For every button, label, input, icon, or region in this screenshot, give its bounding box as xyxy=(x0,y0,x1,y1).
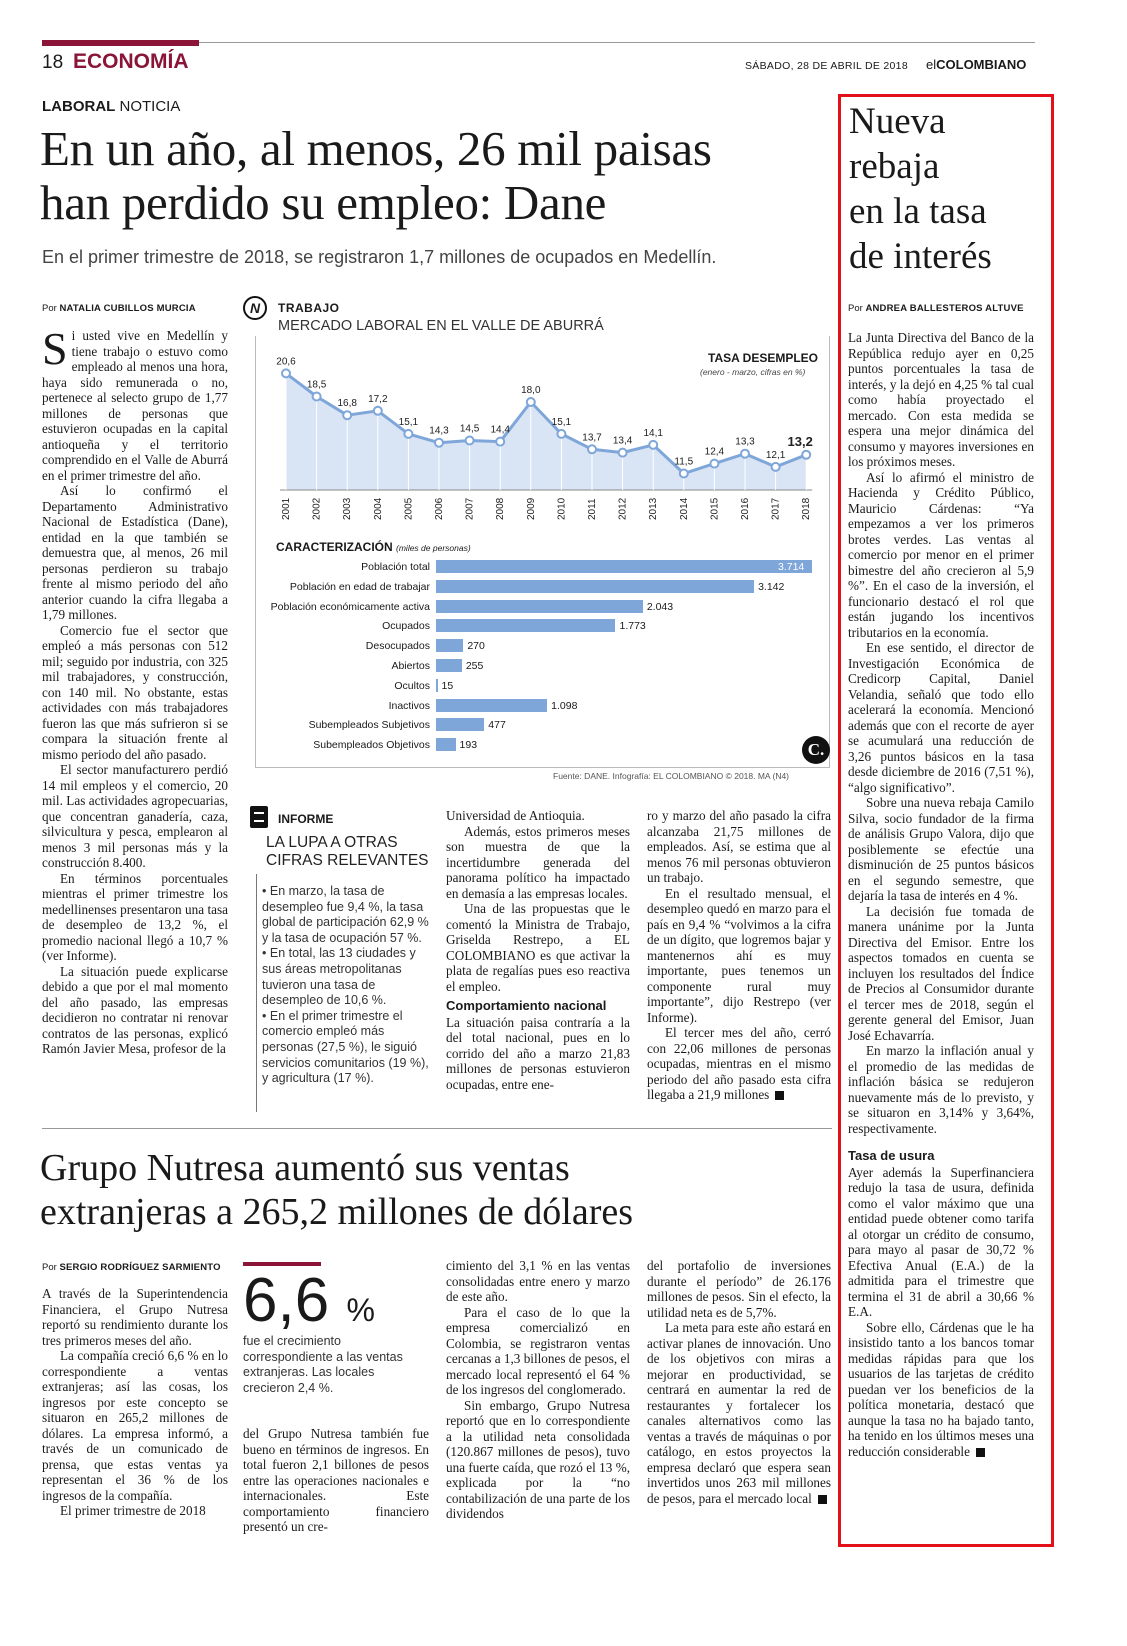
sidebar-headline: Nueva rebaja en la tasa de interés xyxy=(849,101,992,277)
tick-label: 2015 xyxy=(709,497,721,520)
data-point xyxy=(313,393,321,401)
tick-label: 2004 xyxy=(372,497,384,520)
section-name: ECONOMÍA xyxy=(73,50,189,73)
data-point xyxy=(557,430,565,438)
data-point xyxy=(588,445,596,453)
bar-label: Población en edad de trabajar xyxy=(289,580,430,593)
tick-label: 2010 xyxy=(556,497,568,520)
data-label: 17,2 xyxy=(368,393,388,405)
brand-icon: C. xyxy=(802,736,830,764)
data-point xyxy=(680,470,688,478)
tick-label: 2005 xyxy=(403,497,415,520)
bar-value: 3.142 xyxy=(758,580,785,593)
bar-value: 1.773 xyxy=(619,620,646,633)
sidebar-subheading: Tasa de usura xyxy=(848,1148,935,1163)
sidebar-byline: Por ANDREA BALLESTEROS ALTUVE xyxy=(848,303,1024,314)
bar-label: Subempleados Subjetivos xyxy=(308,719,430,732)
data-label: 13,3 xyxy=(735,436,755,448)
tick-label: 2009 xyxy=(525,497,537,520)
bar-label: Subempleados Objetivos xyxy=(313,739,430,752)
deck: En el primer trimestre de 2018, se registraron 1,7 millones de ocupados en Medellín. xyxy=(42,247,717,267)
highlight-caption: fue el crecimiento correspondiente a las ventas extranjeras. Las locales crecieron 2,4 %. xyxy=(243,1334,403,1395)
bar-label: Desocupados xyxy=(365,640,430,653)
bar-value: 3.714 xyxy=(778,561,805,573)
drop-cap: S xyxy=(42,323,68,374)
bar-label: Abiertos xyxy=(391,660,430,672)
data-label: 16,8 xyxy=(337,398,357,410)
bar-value: 1.098 xyxy=(551,699,578,712)
tick-label: 2006 xyxy=(434,497,445,520)
issue-date: SÁBADO, 28 DE ABRIL DE 2018 xyxy=(745,60,908,72)
data-point xyxy=(343,411,351,419)
infographic-title: MERCADO LABORAL EN EL VALLE DE ABURRÁ xyxy=(278,318,604,334)
bar-chart-title: CARACTERIZACIÓN (miles de personas) xyxy=(276,540,471,554)
data-point xyxy=(741,450,749,458)
bar-label: Ocultos xyxy=(394,679,430,692)
section-accent-bar xyxy=(42,40,199,46)
bar-value: 255 xyxy=(465,660,484,672)
data-point xyxy=(619,449,627,457)
data-point xyxy=(772,463,780,471)
page-number: 18 xyxy=(42,52,64,73)
data-point xyxy=(496,438,504,446)
kicker: LABORAL NOTICIA xyxy=(42,98,181,115)
data-label: 18,5 xyxy=(306,379,327,391)
data-point xyxy=(710,460,718,468)
bar xyxy=(436,619,615,632)
byline: Por NATALIA CUBILLOS MURCIA xyxy=(42,303,196,314)
data-label: 14,3 xyxy=(429,425,449,437)
bar-label: Ocupados xyxy=(382,620,430,633)
bar-value: 270 xyxy=(467,640,485,653)
header-rule xyxy=(199,42,1035,43)
bar xyxy=(436,718,484,731)
bar-value: 193 xyxy=(459,739,478,752)
tick-label: 2018 xyxy=(801,497,813,520)
data-label: 13,7 xyxy=(582,432,602,444)
data-point xyxy=(527,398,535,406)
tick-label: 2001 xyxy=(281,497,292,520)
informe-icon xyxy=(250,806,268,828)
infographic-kicker: TRABAJO xyxy=(278,301,340,315)
chart-title: TASA DESEMPLEO xyxy=(708,351,819,365)
tick-label: 2013 xyxy=(648,497,660,520)
bar-label: Población económicamente activa xyxy=(270,600,430,613)
bar-value: 15 xyxy=(441,679,454,692)
end-mark xyxy=(775,1091,784,1100)
bar xyxy=(436,738,456,751)
data-label: 13,4 xyxy=(612,435,633,447)
brand-logo: elCOLOMBIANO xyxy=(926,57,1027,72)
data-point xyxy=(404,430,412,438)
data-label: 20,6 xyxy=(276,356,296,368)
bar xyxy=(436,679,438,692)
tick-label: 2007 xyxy=(464,497,476,520)
informe-bullet: • En total, las 13 ciudades y sus áreas metropolitanas tuvieron una tasa de desempleo de 10,6 %. xyxy=(262,946,416,1008)
nutresa-col-1: A través de la Superintendencia Financiera, el Grupo Nutresa reportó su rendimiento durante los tres primeros meses del año. La compañía creció 6,6 % en lo correspondiente a ventas extranjeras; así las cosas, los ingresos por este concepto se situaron en 265,2 millones de dólares. La empresa informó, a través de un comunicado de prensa, que estas ventas ya representan el 36 % de los ingresos de la compañía. El primer trimestre de 2018 xyxy=(42,1286,228,1518)
bar-label: Inactivos xyxy=(388,699,430,712)
data-point xyxy=(282,369,290,377)
area-fill xyxy=(286,373,806,490)
tick-label: 2012 xyxy=(617,497,629,520)
characterization-bars xyxy=(260,560,820,760)
informe-kicker: INFORME xyxy=(278,812,334,826)
tick-label: 2016 xyxy=(740,497,751,520)
informe-title: LA LUPA A OTRAS CIFRAS RELEVANTES xyxy=(266,834,429,869)
tick-label: 2014 xyxy=(678,497,690,520)
data-label: 15,1 xyxy=(551,416,572,428)
bar xyxy=(436,659,462,672)
data-label: 13,2 xyxy=(787,433,813,449)
bar-label: Población total xyxy=(361,561,430,573)
tick-label: 2003 xyxy=(342,497,354,520)
sidebar-body: La Junta Directiva del Banco de la República redujo ayer en 0,25 puntos porcentuales la tasa de interés, y la dejó en 4,25 % tal cual como había proyectado el mercado. Con esta medida se espera una mejor dinámica del consumo y mayores inversiones en los próximos meses. Así lo afirmó el ministro de Hacienda y Crédito Público, Mauricio Cárdenas: “Ya empezamos a ver los primeros brotes verdes. Las ventas al comercio por menor en el primer bimestre del año crecieron al 5,9 %”. En el caso de la inversión, el funcionario destacó el rol que están jugando los incentivos tributarios en la economía. En ese sentido, el director de Investigación Económica de Credicorp Capital, Daniel Velandia, señaló que todo ello acelerará la economía. Mencionó además que con el recorte de ayer se acumulará una reducción de 3,26 puntos básicos en la tasa desde diciembre de 2016 (7,51 %), “algo significativo”. Sobre una nueva rebaja Camilo Silva, socio fundador de la firma de análisis Grupo Valora, dijo que posiblemente se efectúe una disminución de 25 puntos básicos en el segundo semestre, que dejaría la tasa de interés en 4 %. La decisión fue tomada de manera unánime por la Junta Directiva del Emisor. Entre los aspectos tomados en cuenta se incluyen los resultados del Índice de Precios al Consumidor durante el tercer mes de 2018, según el gerente general del Emisor, Juan José Echavarría. En marzo la inflación anual y el promedio de las medidas de inflación básica se redujeron nuevamente más de lo previsto, y se situaron en 3,14% y 3,64%, respectivamente. Tasa de usura Ayer además la Superfinanciera redujo la tasa de usura, definida como el valor máximo que una entidad puede obtener como tarifa al otorgar un crédito de consumo, para mayo al pasar de 30,72 % Efectiva Anual (E.A.) de la admitida para el trimestre que termina el 31 de abril a 30,66 % E.A. Sobre ello, Cárdenas que le ha insistido tanto a los bancos tomar medidas rápidas para que los usuarios de las tarjetas de crédito puedan ver los beneficios de la política monetaria, destacó que aunque la tasa no ha bajado tanto, ha tenido en los últimos meses una reducción considerable xyxy=(848,330,1034,1459)
bar-value: 477 xyxy=(488,719,506,732)
end-mark xyxy=(976,1448,985,1457)
data-label: 11,5 xyxy=(674,456,694,468)
bar xyxy=(436,600,643,613)
infographic-icon: N xyxy=(243,296,267,320)
headline: En un año, al menos, 26 mil paisas han perdido su empleo: Dane xyxy=(40,121,712,230)
data-label: 14,4 xyxy=(490,424,510,436)
data-label: 14,5 xyxy=(459,423,480,435)
chart-subtitle: (enero - marzo, cifras en %) xyxy=(700,367,806,377)
article-col-4: ro y marzo del año pasado la cifra alcanzaba 21,75 millones de empleados. Así, se estima que al menos 76 mil personas obtuvieron un trabajo. En el resultado mensual, el desempleo quedó en marzo para el país en 9,4 % “volvimos a la cifra de un dígito, que logremos bajar y mantenernos ahí es muy importante, pues tenemos un componente rural muy importante”, dijo Restrepo (ver Informe). El tercer mes del año, cerró con 22,06 millones de personas ocupadas, mientras en el mismo periodo del año pasado esta cifra llegaba a 21,9 millones xyxy=(647,808,831,1102)
data-point xyxy=(649,441,657,449)
nutresa-col-2: del Grupo Nutresa también fue bueno en términos de ingresos. En total fueron 2,1 billones de pesos entre las operaciones nacionales e internacionales. Este comportamiento financiero presentó un cre- xyxy=(243,1426,429,1534)
data-label: 12,4 xyxy=(704,446,725,458)
subheading: Comportamiento nacional xyxy=(446,998,607,1013)
informe-bullets xyxy=(262,884,430,1087)
data-point xyxy=(374,407,382,415)
highlight-number: 6,6 % xyxy=(243,1266,375,1335)
bar xyxy=(436,560,812,573)
bar xyxy=(436,580,754,593)
infographic-source: Fuente: DANE. Infografía: EL COLOMBIANO © 2018. MA (N4) xyxy=(553,771,790,781)
data-label: 18,0 xyxy=(521,385,541,396)
informe-rule xyxy=(256,874,257,1112)
tick-label: 2011 xyxy=(587,498,598,520)
nutresa-byline: Por SERGIO RODRÍGUEZ SARMIENTO xyxy=(42,1262,221,1273)
section-divider xyxy=(42,1128,832,1129)
data-label: 12,1 xyxy=(765,449,786,461)
data-point xyxy=(466,437,474,445)
bar xyxy=(436,639,463,652)
informe-bullet: • En el primer trimestre el comercio empleó más personas (27,5 %), le siguió servicios comunitarios (19 %), y agricultura (17 %). xyxy=(262,1008,429,1086)
bar-value: 2.043 xyxy=(646,600,674,613)
tick-label: 2017 xyxy=(770,497,782,520)
data-label: 15,1 xyxy=(398,416,419,428)
tick-label: 2008 xyxy=(495,497,507,520)
data-label: 14,1 xyxy=(643,427,663,439)
data-point xyxy=(435,439,443,447)
tick-label: 2002 xyxy=(311,497,323,520)
nutresa-headline: Grupo Nutresa aumentó sus ventas extranjeras a 265,2 millones de dólares xyxy=(40,1147,634,1233)
nutresa-col-4: del portafolio de inversiones durante el período” de 26.176 millones de pesos. Sin el efecto, la utilidad neta es de 5,7%. La meta para este año estará en activar planes de innovación. Uno de los objetivos con miras a mejorar en productividad, se centrará en aumentar la red de restaurantes y fortalecer los canales alternativos como las ventas a través de máquinas o por catálogo, en estos proyectos la empresa declaró que espera sean invertidos unos 263 mil millones de pesos, para el mercado local xyxy=(647,1258,831,1506)
article-col-1: Si usted vive en Medellín y tiene trabajo o estuvo como empleado al menos una hora, haya sido remunerada o no, pertenece al selecto grupo de 1,77 millones de personas que estuvieron ocupadas en la capital antioqueña y el territorio comprendido en el Valle de Aburrá en el primer trimestre del año. Así lo confirmó el Departamento Administrativo Nacional de Estadística (Dane), entidad en la que también se demuestra que, al menos, 26 mil personas perdieron su trabajo frente al mismo periodo del año anterior cuando la cifra llegaba a 1,79 millones. Comercio fue el sector que empleó a más personas con 512 mil; seguido por industria, con 325 mil trabajadores, y construcción, con 140 mil. No obstante, estas actividades con más trabajadores fueron las que más sufrieron si se compara la situación frente al mismo periodo del año pasado. El sector manufacturero perdió 14 mil empleos y el comercio, 20 mil. Las actividades agropecuarias, que concentran ganadería, caza, silvicultura y pesca, emplearon al menos 3 mil personas más y la construcción 8.400. En términos porcentuales mientras el primer trimestre los medellinenses presentaron una tasa de desempleo de 13,2 %, el promedio nacional llegó a 10,7 % (ver Informe). La situación puede explicarse debido a que por el mal momento del año pasado, las empresas decidieron no contratar ni renovar contratos de las personas, explicó Ramón Javier Mesa, profesor de la xyxy=(42,323,228,1056)
data-point xyxy=(802,451,810,459)
bar xyxy=(436,699,547,712)
end-mark xyxy=(818,1495,827,1504)
article-col-3: Universidad de Antioquia. Además, estos primeros meses son muestra de que la incertidumbre generada del panorama político ha impactado en demasía a las empresas locales. Una de las propuestas que le comentó la Ministra de Trabajo, Griselda Restrepo, a EL COLOMBIANO es que activar la plata de regalías pues eso reactiva el empleo. Comportamiento nacional La situación paisa contraría a la del total nacional, pues en lo corrido del año a marzo 21,83 millones de personas estuvieron ocupadas, entre ene- xyxy=(446,808,630,1092)
nutresa-col-3: cimiento del 3,1 % en las ventas consolidadas entre enero y marzo de este año. Para el caso de lo que la empresa comercializó en Colombia, se registraron ventas cercanas a 1,3 billones de pesos, el mercado local representó el 64 % de los ingresos del conglomerado. Sin embargo, Grupo Nutresa reportó que en lo correspondiente a la utilidad neta consolidada (120.867 millones de pesos), tuvo una fuerte caída, que rozó el 13 %, explicada por la “no contabilización de una parte de los dividendos xyxy=(446,1258,630,1521)
informe-bullet: • En marzo, la tasa de desempleo fue 9,4 %, la tasa global de participación 62,9 % y la tasa de ocupación 57 %. xyxy=(262,884,429,945)
